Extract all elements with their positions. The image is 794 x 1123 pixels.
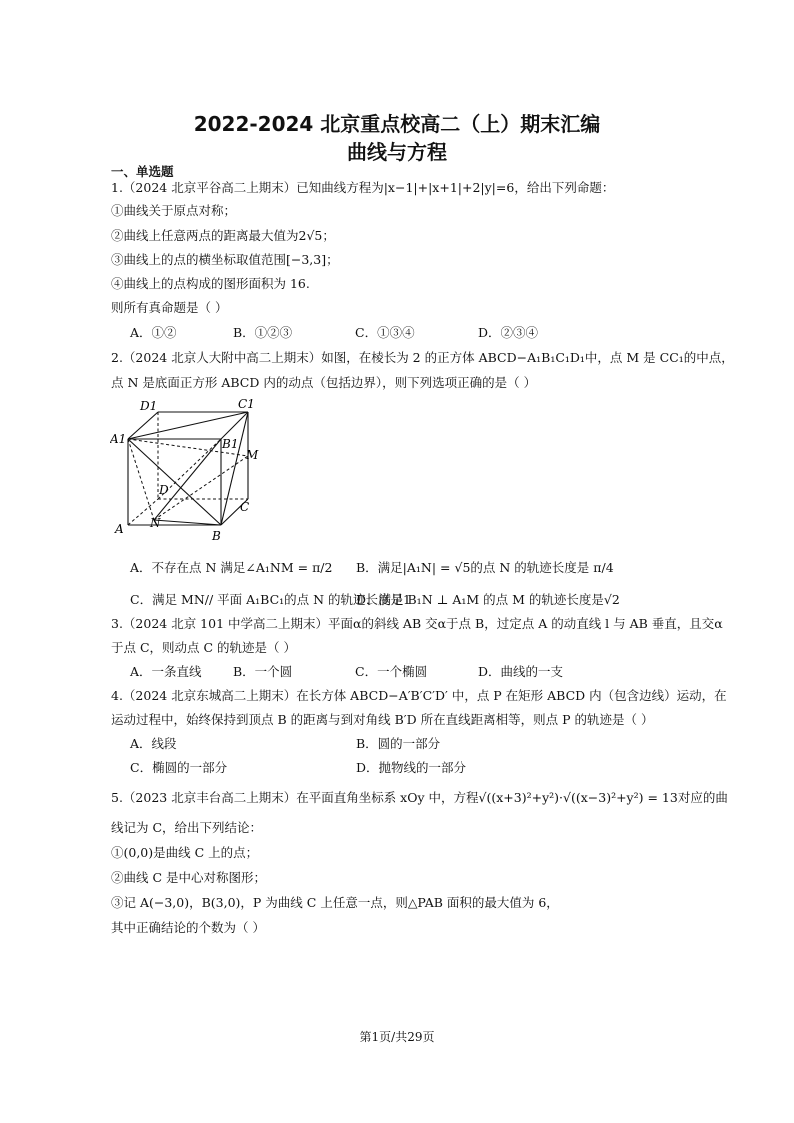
label-b: B — [212, 529, 221, 543]
page-subtitle: 曲线与方程 — [347, 140, 447, 164]
q5-statement-1: ①(0,0)是曲线 C 上的点； — [111, 845, 259, 860]
q5-ask: 其中正确结论的个数为（ ） — [111, 920, 265, 935]
q2-option-c: C．满足 MN// 平面 A₁BC₁的点 N 的轨迹长度是1 — [130, 592, 412, 607]
q3-stem-line-1: 3.（2024 北京 101 中学高二上期末）平面α的斜线 AB 交α于点 B，过定点 A 的动直线 l 与 AB 垂直，且交α — [111, 616, 723, 631]
q3-option-d: D．曲线的一支 — [478, 664, 564, 679]
label-a: A — [115, 522, 124, 536]
label-d: D — [159, 483, 169, 497]
q5-statement-3: ③记 A(−3,0)，B(3,0)，P 为曲线 C 上任意一点，则△PAB 面积的最大值为 6， — [111, 895, 559, 910]
q2-stem-line-1: 2.（2024 北京人大附中高二上期末）如图，在棱长为 2 的正方体 ABCD−A₁B₁C₁D₁中，点 M 是 CC₁的中点， — [111, 350, 734, 365]
q3-option-c: C．一个椭圆 — [355, 664, 428, 679]
q3-option-b: B．一个圆 — [233, 664, 293, 679]
q1-option-a: A．①② — [130, 325, 177, 340]
label-c1: C1 — [238, 397, 255, 411]
q1-statement-2: ②曲线上任意两点的距离最大值为2√5； — [111, 228, 335, 243]
q2-stem-line-2: 点 N 是底面正方形 ABCD 内的动点（包括边界），则下列选项正确的是（ ） — [111, 375, 537, 390]
cube-figure — [110, 396, 280, 546]
label-n: N — [150, 516, 161, 530]
q3-stem-line-2: 于点 C，则动点 C 的轨迹是（ ） — [111, 640, 297, 655]
q2-option-d: D．满足 B₁N ⊥ A₁M 的点 M 的轨迹长度是√2 — [356, 592, 620, 607]
label-a1: A1 — [110, 432, 127, 446]
q4-option-b: B．圆的一部分 — [356, 736, 441, 751]
q4-stem-line-2: 运动过程中，始终保持到顶点 B 的距离与到对角线 B′D 所在直线距离相等，则点 P 的轨迹是（ ） — [111, 712, 654, 727]
q4-option-c: C．椭圆的一部分 — [130, 760, 228, 775]
q5-stem-line-1: 5.（2023 北京丰台高二上期末）在平面直角坐标系 xOy 中，方程√((x+3)²+y²)·√((x−3)²+y²) = 13对应的曲 — [111, 790, 728, 805]
label-b1: B1 — [222, 437, 239, 451]
q4-stem-line-1: 4.（2024 北京东城高二上期末）在长方体 ABCD−A′B′C′D′ 中，点 P 在矩形 ABCD 内（包含边线）运动，在 — [111, 688, 727, 703]
label-m: M — [246, 448, 259, 462]
q1-ask: 则所有真命题是（ ） — [111, 300, 228, 315]
q2-option-a: A．不存在点 N 满足∠A₁NM = π/2 — [130, 560, 333, 575]
label-d1: D1 — [140, 399, 158, 413]
q1-option-c: C．①③④ — [355, 325, 415, 340]
q4-option-a: A．线段 — [130, 736, 177, 751]
q1-statement-3: ③曲线上的点的横坐标取值范围[−3,3]； — [111, 252, 339, 267]
page-title: 2022-2024 北京重点校高二（上）期末汇编 — [193, 112, 601, 136]
q5-stem-line-2: 线记为 C，给出下列结论： — [111, 820, 263, 835]
q3-option-a: A．一条直线 — [130, 664, 202, 679]
q4-option-d: D．抛物线的一部分 — [356, 760, 467, 775]
label-c: C — [240, 500, 250, 514]
q2-option-b: B．满足|A₁N| = √5的点 N 的轨迹长度是 π/4 — [356, 560, 614, 575]
q1-option-d: D．②③④ — [478, 325, 539, 340]
q1-stem: 1.（2024 北京平谷高二上期末）已知曲线方程为|x−1|+|x+1|+2|y|=6，给出下列命题： — [111, 180, 615, 195]
q5-statement-2: ②曲线 C 是中心对称图形； — [111, 870, 267, 885]
q1-statement-1: ①曲线关于原点对称； — [111, 203, 237, 218]
q1-statement-4: ④曲线上的点构成的图形面积为 16. — [111, 276, 310, 291]
section-heading: 一、单选题 — [111, 164, 174, 179]
q1-option-b: B．①②③ — [233, 325, 293, 340]
page-footer: 第1页/共29页 — [359, 1030, 435, 1044]
